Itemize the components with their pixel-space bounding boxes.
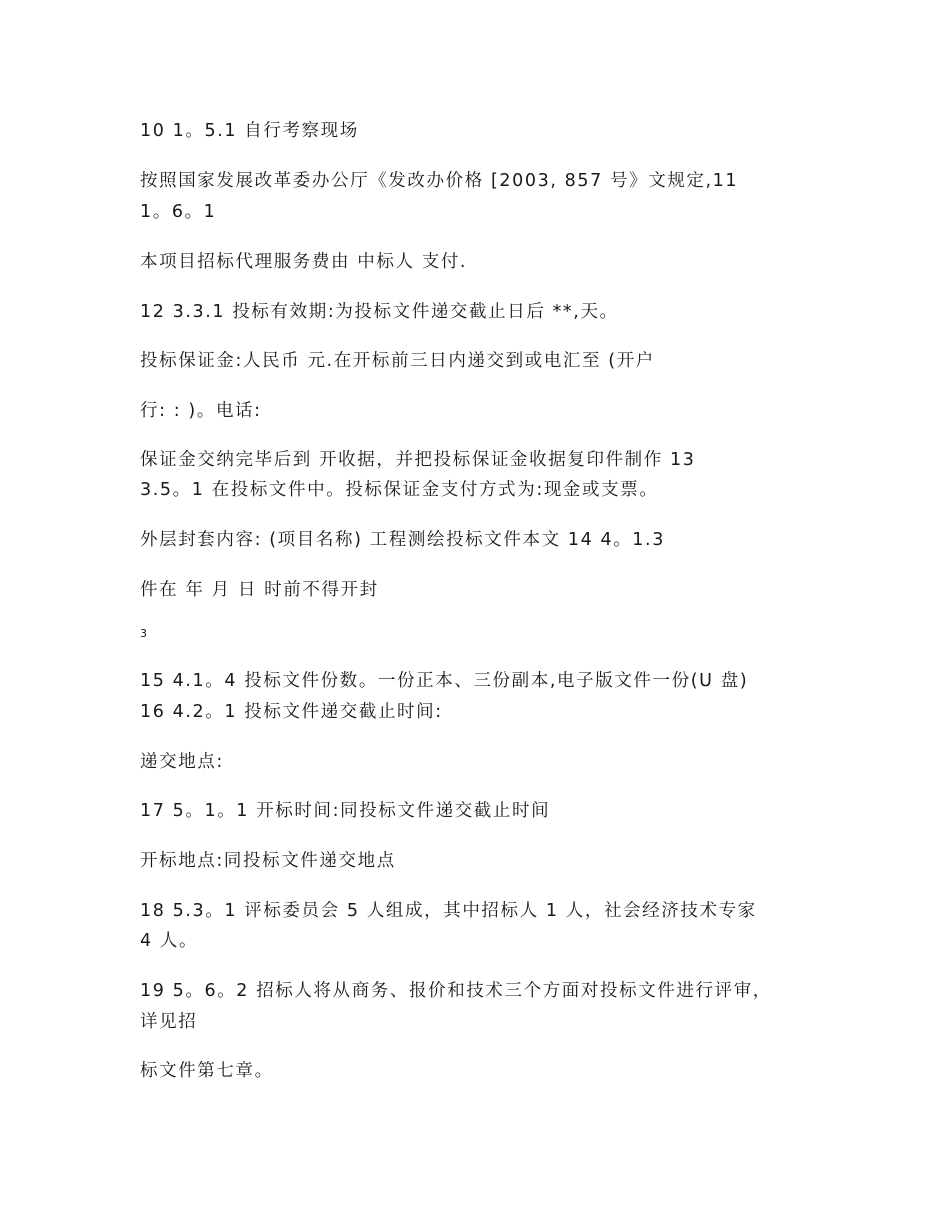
page-number: 3 (140, 627, 147, 640)
text-line: 开标地点:同投标文件递交地点 (140, 851, 396, 871)
text-line: 3.5。1 在投标文件中。投标保证金支付方式为:现金或支票。 (140, 480, 659, 500)
text-line: 19 5。6。2 招标人将从商务、报价和技术三个方面对投标文件进行评审， (140, 981, 772, 1001)
text-line: 本项目招标代理服务费由 中标人 支付. (140, 252, 468, 272)
text-line: 16 4.2。1 投标文件递交截止时间: (140, 702, 443, 722)
text-line: 17 5。1。1 开标时间:同投标文件递交截止时间 (140, 801, 551, 821)
text-line: 1。6。1 (140, 202, 217, 222)
text-line: 4 人。 (140, 931, 199, 951)
text-line: 件在 年 月 日 时前不得开封 (140, 580, 379, 600)
text-line: 按照国家发展改革委办公厅《发改办价格 [2003, 857 号》文规定,11 (140, 171, 739, 191)
text-line: 10 1。5.1 自行考察现场 (140, 121, 359, 141)
text-line: 详见招 (140, 1012, 198, 1032)
text-line: 外层封套内容: (项目名称) 工程测绘投标文件本文 14 4。1.3 (140, 530, 665, 550)
text-line: 投标保证金:人民币 元.在开标前三日内递交到或电汇至 (开户 (140, 351, 655, 371)
text-line: 15 4.1。4 投标文件份数。一份正本、三份副本,电子版文件一份(U 盘) (140, 671, 749, 691)
text-line: 12 3.3.1 投标有效期:为投标文件递交截止日后 **,天。 (140, 302, 619, 322)
text-line: 保证金交纳完毕后到 开收据，并把投标保证金收据复印件制作 13 (140, 450, 696, 470)
text-line: 递交地点: (140, 752, 224, 772)
text-line: 18 5.3。1 评标委员会 5 人组成，其中招标人 1 人，社会经济技术专家 (140, 901, 757, 921)
text-line: 行: : )。电话: (140, 401, 262, 421)
text-line: 标文件第七章。 (140, 1061, 274, 1081)
